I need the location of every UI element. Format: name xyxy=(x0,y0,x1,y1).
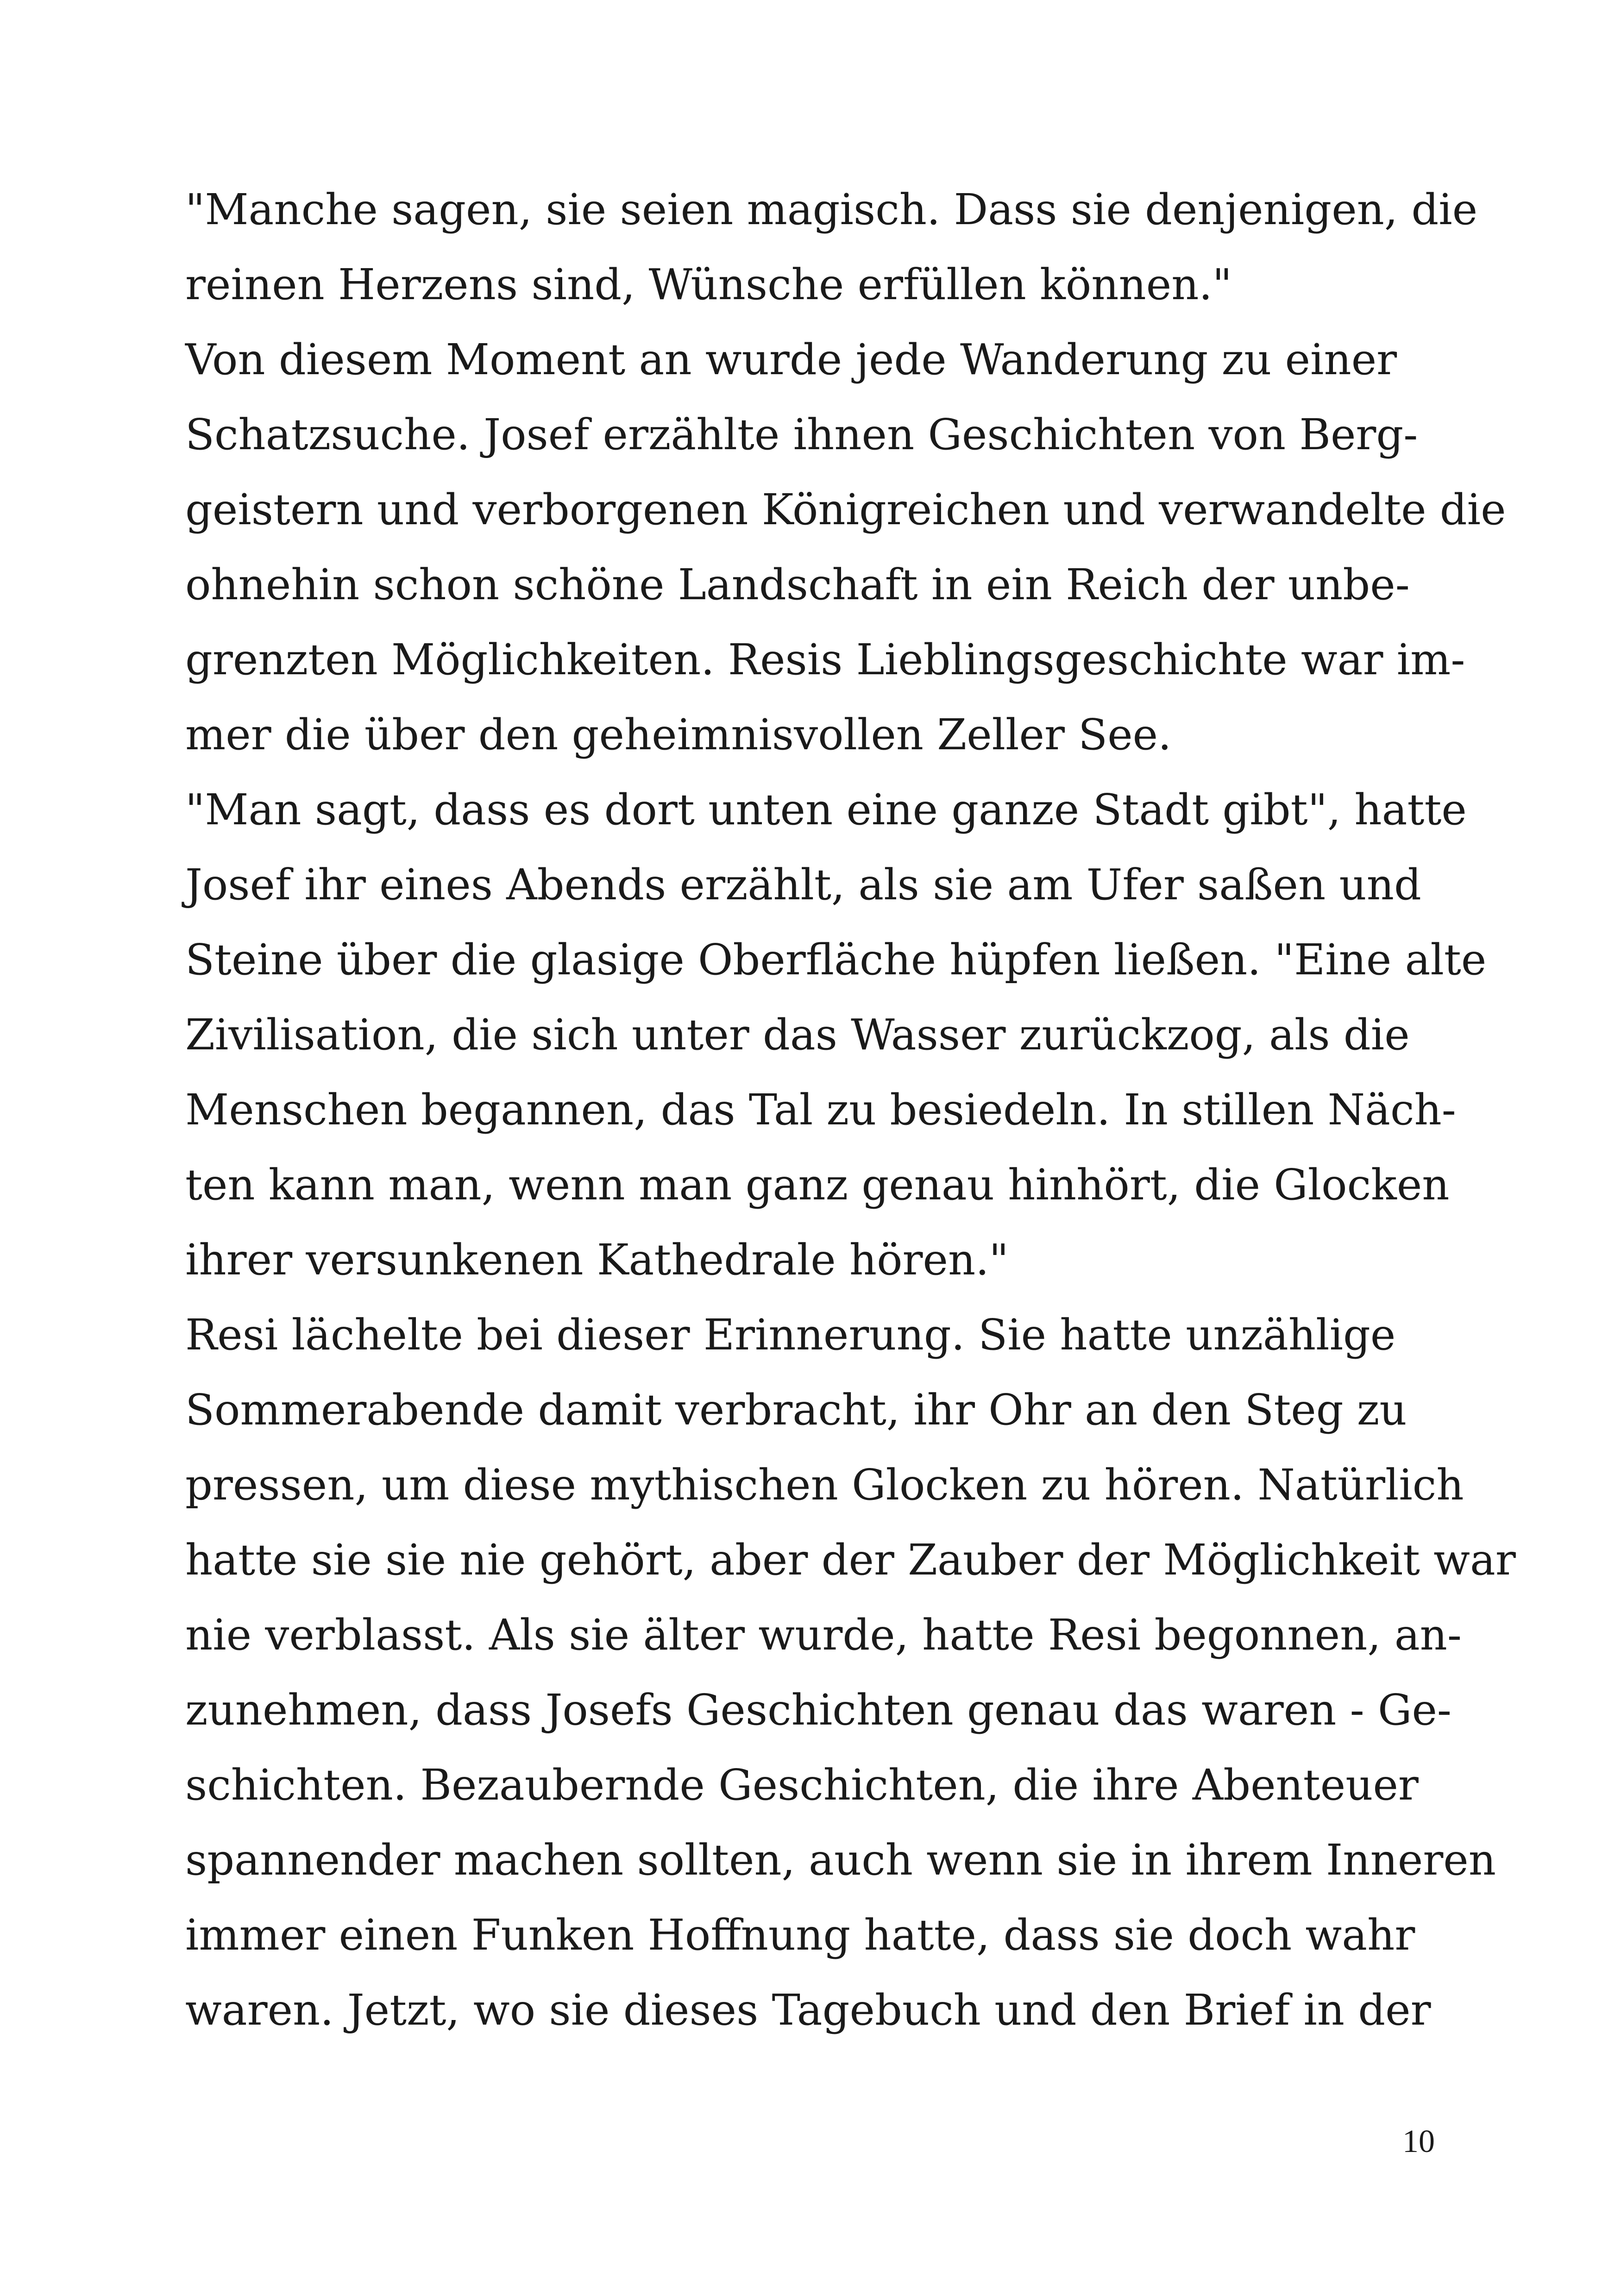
text-line: nie verblasst. Als sie älter wurde, hatte Resi begonnen, an- xyxy=(185,1610,1462,1660)
text-line: Von diesem Moment an wurde jede Wanderung zu einer xyxy=(185,335,1397,384)
body-text xyxy=(185,172,1516,2048)
text-line: grenzten Möglichkeiten. Resis Lieblingsgeschichte war im- xyxy=(185,635,1465,684)
text-line: "Manche sagen, sie seien magisch. Dass sie denjenigen, die xyxy=(185,185,1478,234)
text-line: geistern und verborgenen Königreichen und verwandelte die xyxy=(185,485,1506,534)
text-line: hatte sie sie nie gehört, aber der Zauber der Möglichkeit war xyxy=(185,1535,1516,1585)
page-number: 10 xyxy=(1402,2124,1435,2159)
text-line: "Man sagt, dass es dort unten eine ganze Stadt gibt", hatte xyxy=(185,785,1467,834)
text-line: Menschen begannen, das Tal zu besiedeln. In stillen Näch- xyxy=(185,1085,1456,1135)
text-line: spannender machen sollten, auch wenn sie in ihrem Inneren xyxy=(185,1835,1496,1885)
text-line: Josef ihr eines Abends erzählt, als sie am Ufer saßen und xyxy=(185,860,1421,910)
text-line: mer die über den geheimnisvollen Zeller See. xyxy=(185,710,1172,759)
text-line: Schatzsuche. Josef erzählte ihnen Geschichten von Berg- xyxy=(185,410,1418,459)
text-line: waren. Jetzt, wo sie dieses Tagebuch und den Brief in der xyxy=(185,1985,1431,2035)
text-line: Zivilisation, die sich unter das Wasser zurückzog, als die xyxy=(185,1010,1410,1060)
text-line: Resi lächelte bei dieser Erinnerung. Sie hatte unzählige xyxy=(185,1310,1396,1360)
text-line: ihrer versunkenen Kathedrale hören." xyxy=(185,1235,1009,1285)
text-line: ohnehin schon schöne Landschaft in ein Reich der unbe- xyxy=(185,560,1410,609)
text-line: zunehmen, dass Josefs Geschichten genau das waren - Ge- xyxy=(185,1685,1451,1735)
text-line: pressen, um diese mythischen Glocken zu hören. Natürlich xyxy=(185,1460,1464,1510)
text-line: Sommerabende damit verbracht, ihr Ohr an den Steg zu xyxy=(185,1385,1407,1435)
text-line: Steine über die glasige Oberfläche hüpfen ließen. "Eine alte xyxy=(185,935,1487,985)
text-line: schichten. Bezaubernde Geschichten, die ihre Abenteuer xyxy=(185,1760,1419,1810)
text-line: ten kann man, wenn man ganz genau hinhört, die Glocken xyxy=(185,1160,1450,1210)
text-line: immer einen Funken Hoffnung hatte, dass sie doch wahr xyxy=(185,1910,1415,1960)
text-line: reinen Herzens sind, Wünsche erfüllen können." xyxy=(185,260,1232,309)
